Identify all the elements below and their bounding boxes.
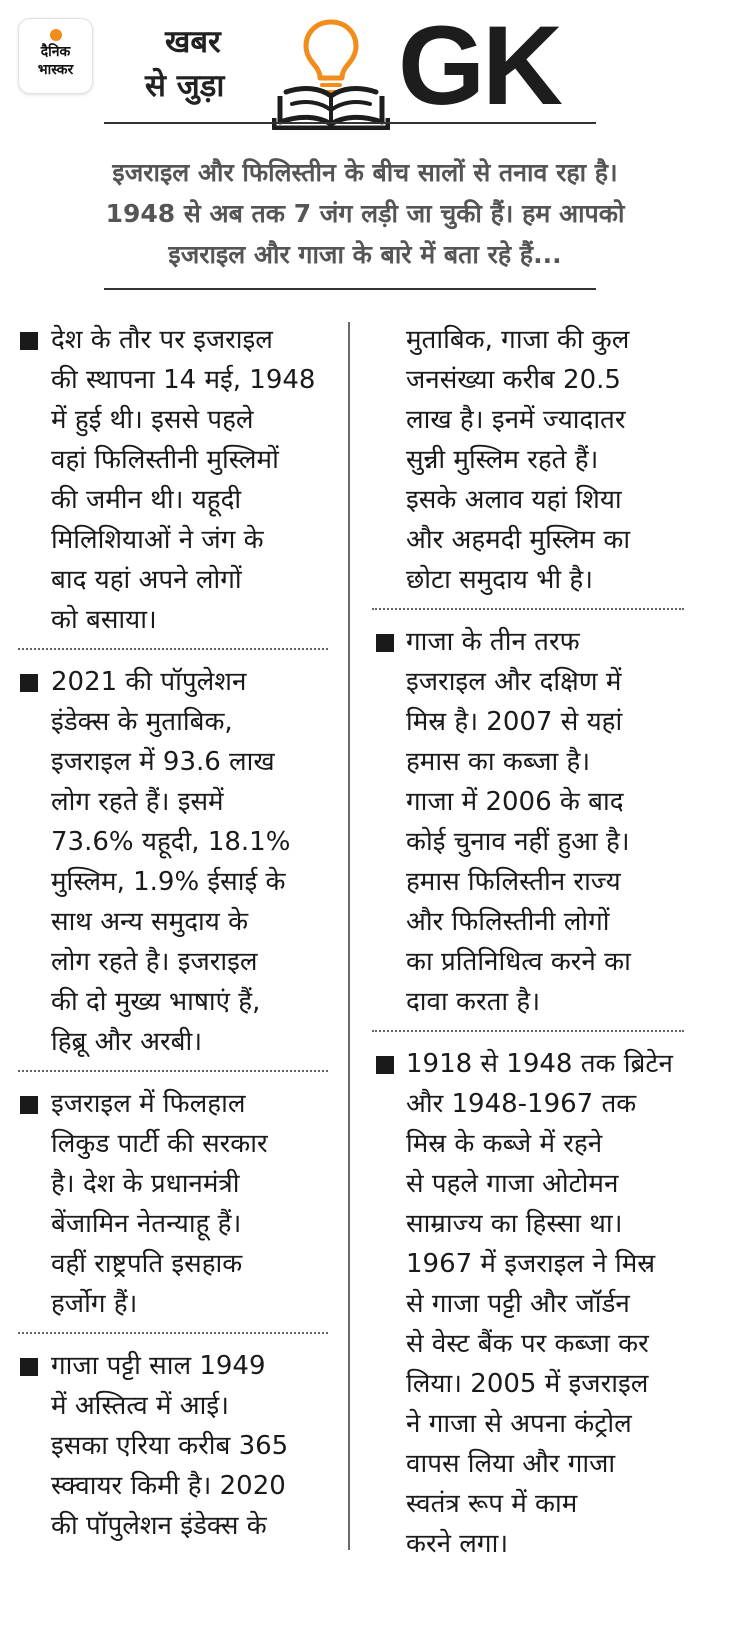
fact-line: हिब्रू और अरबी।: [51, 1027, 203, 1057]
fact-item: [18, 1346, 336, 1546]
fact-line: वहीं राष्ट्रपति इसहाक: [51, 1249, 243, 1279]
fact-line: देश के तौर पर इजराइल: [51, 325, 273, 355]
bullet-square-icon: [20, 1358, 38, 1376]
fact-line: से गाजा पट्टी और जॉर्डन: [406, 1289, 630, 1319]
fact-line: इसका एरिया करीब 365: [51, 1431, 289, 1461]
fact-line: गाजा में 2006 के बाद: [406, 787, 624, 817]
fact-item: [372, 622, 687, 1022]
fact-line: साथ अन्य समुदाय के: [51, 907, 249, 937]
bullet-square-icon: [376, 634, 394, 652]
intro-text: [20, 152, 710, 275]
logo-text-line1: दैनिक: [40, 44, 71, 60]
fact-item: [18, 320, 336, 640]
dotted-separator: [18, 648, 328, 650]
fact-line: इजराइल में 93.6 लाख: [51, 747, 275, 777]
gk-title: GK: [398, 3, 560, 128]
fact-line: मिलिशियाओं ने जंग के: [51, 525, 264, 555]
intro-line: इजराइल और गाजा के बारे में बता रहे हैं...: [168, 240, 562, 269]
fact-line: 1918 से 1948 तक ब्रिटेन: [406, 1049, 673, 1079]
fact-line: बाद यहां अपने लोगों: [51, 565, 242, 595]
fact-line: इजराइल और दक्षिण में: [406, 667, 622, 697]
fact-line: 2021 की पॉपुलेशन: [51, 667, 247, 697]
fact-item: [18, 1084, 336, 1324]
bullet-square-icon: [376, 1056, 394, 1074]
fact-line: लिकुड पार्टी की सरकार: [51, 1129, 268, 1159]
column-divider: [348, 322, 350, 1550]
fact-line: मिस्र के कब्जे में रहने: [406, 1129, 603, 1159]
fact-line: करने लगा।: [406, 1529, 509, 1559]
fact-line: 1967 में इजराइल ने मिस्र: [406, 1249, 656, 1279]
fact-line: हमास का कब्जा है।: [406, 747, 591, 777]
fact-line: लाख है। इनमें ज्यादातर: [406, 405, 626, 435]
fact-line: को बसाया।: [51, 605, 157, 635]
fact-line: इजराइल में फिलहाल: [51, 1089, 246, 1119]
fact-line: मुस्लिम, 1.9% ईसाई के: [51, 867, 286, 897]
fact-line: की पॉपुलेशन इंडेक्स के: [51, 1511, 267, 1541]
fact-line: हर्जोग हैं।: [51, 1289, 138, 1319]
fact-line: वापस लिया और गाजा: [406, 1449, 616, 1479]
fact-line: में हुई थी। इससे पहले: [51, 405, 254, 435]
dotted-separator: [18, 1332, 328, 1334]
fact-line: 73.6% यहूदी, 18.1%: [51, 827, 291, 857]
fact-line: स्वतंत्र रूप में काम: [406, 1489, 578, 1519]
fact-line: और फिलिस्तीनी लोगों: [406, 907, 610, 937]
fact-line: इसके अलाव यहां शिया: [406, 485, 622, 515]
fact-line: इंडेक्स के मुताबिक,: [51, 707, 233, 737]
fact-line: स्क्वायर किमी है। 2020: [51, 1471, 286, 1501]
fact-line: साम्राज्य का हिस्सा था।: [406, 1209, 623, 1239]
bullet-square-icon: [20, 1096, 38, 1114]
fact-line: दावा करता है।: [406, 987, 541, 1017]
fact-line: गाजा के तीन तरफ: [406, 627, 580, 657]
fact-line: बेंजामिन नेतन्याहू हैं।: [51, 1209, 242, 1239]
fact-line: और 1948-1967 तक: [406, 1089, 637, 1119]
intro-rule: [104, 288, 596, 290]
bullet-square-icon: [20, 332, 38, 350]
fact-item-continued: [372, 320, 687, 600]
fact-line: सुन्नी मुस्लिम रहते हैं।: [406, 445, 599, 475]
logo-text-line2: भास्कर: [37, 62, 74, 78]
header-rule: [104, 122, 596, 124]
left-column: [18, 320, 336, 1546]
dainik-bhaskar-logo: [18, 18, 93, 94]
fact-line: लोग रहते है। इजराइल: [51, 947, 258, 977]
fact-item: [18, 662, 336, 1062]
fact-line: गाजा पट्टी साल 1949: [51, 1351, 266, 1381]
fact-line: छोटा समुदाय भी है।: [406, 565, 594, 595]
intro-line: इजराइल और फिलिस्तीन के बीच सालों से तनाव रहा है।: [112, 158, 618, 187]
fact-line: से वेस्ट बैंक पर कब्जा कर: [406, 1329, 649, 1359]
fact-line: की दो मुख्य भाषाएं हैं,: [51, 987, 261, 1017]
right-column: [372, 320, 687, 1564]
intro-line: 1948 से अब तक 7 जंग लड़ी जा चुकी हैं। हम आपको: [105, 199, 625, 228]
logo-dot-icon: [50, 29, 62, 41]
fact-line: का प्रतिनिधित्व करने का: [406, 947, 631, 977]
fact-line: की जमीन थी। यहूदी: [51, 485, 242, 515]
fact-line: कोई चुनाव नहीं हुआ है।: [406, 827, 630, 857]
fact-line: लिया। 2005 में इजराइल: [406, 1369, 649, 1399]
fact-line: है। देश के प्रधानमंत्री: [51, 1169, 240, 1199]
header-subtitle-line1: खबर: [165, 24, 221, 60]
dotted-separator: [372, 608, 684, 610]
fact-line: की स्थापना 14 मई, 1948: [51, 365, 316, 395]
fact-line: लोग रहते हैं। इसमें: [51, 787, 224, 817]
fact-line: जनसंख्या करीब 20.5: [406, 365, 621, 395]
fact-line: और अहमदी मुस्लिम का: [406, 525, 631, 555]
fact-line: से पहले गाजा ओटोमन: [406, 1169, 619, 1199]
fact-line: ने गाजा से अपना कंट्रोल: [406, 1409, 632, 1439]
header-subtitle-line2: से जुड़ा: [145, 68, 225, 104]
dotted-separator: [18, 1070, 328, 1072]
dotted-separator: [372, 1030, 684, 1032]
fact-item: [372, 1044, 687, 1564]
bulb-book-icon: [272, 18, 390, 130]
bullet-square-icon: [20, 674, 38, 692]
fact-line: हमास फिलिस्तीन राज्य: [406, 867, 621, 897]
fact-line: मिस्र है। 2007 से यहां: [406, 707, 623, 737]
fact-line: मुताबिक, गाजा की कुल: [406, 325, 630, 355]
fact-line: में अस्तित्व में आई।: [51, 1391, 229, 1421]
fact-line: वहां फिलिस्तीनी मुस्लिमों: [51, 445, 279, 475]
